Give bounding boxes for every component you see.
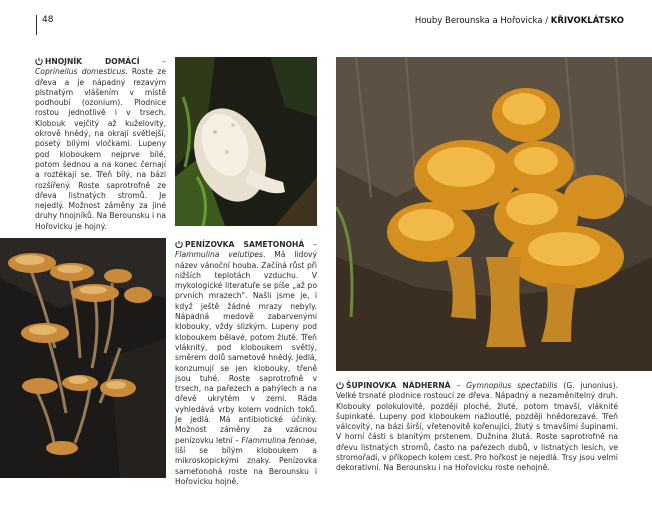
article-body: (G. junonius). Velké trsnaté plodnice rostoucí ze dřeva. Nápadný a nezaměnitelný druh. Klobouky polokulovité, později ploché, žluté, potom tmavší, vláknité šupinkaté. Lupeny pod kloboukem nažloutlé, později hnědorezavé. Třeň válcovitý, na bázi širší, vřetenovitě kořenující, žlutý s tmavšími šupinami. V horní části s blanitým prstenem. Dužnina žlutá. Roste saprotrofně na dřevu listnatých stromů, často na pařezech dubů, v listnatých lesích, ve stromořadí, v příkopech kolem cest. Pro hořkost je nejedlá. Trsy jsou velmi dekorativní. Na Berounsku i na Hořovicku roste nehojně. <box>336 381 618 473</box>
page-number: 48 <box>42 15 54 25</box>
article-dash: – <box>139 57 166 66</box>
article-supinovka <box>336 381 618 474</box>
article-body: . Roste ze dřeva a je nápadný rezavým plstnatým vlášením v místě podhoubí (ozonium). Plodnice rostou jednotlivě i v trsech. Klobouk vejčitý až kuželovitý, okrově hnědý, na okraji světlejší, posetý bílými vločkami. Lupeny pod kloboukem nejprve bílé, potom šednou a na konec černají a roztékají se. Třeň bílý, na bázi rozšířený. Roste saprotrofně ze dřeva listnatých stromů. Je nejedlý. Možnost záměny za jiné druhy hnojníků. Na Berounsku i na Hořovicku je hojný. <box>35 67 166 231</box>
article-hnojnik <box>35 57 166 232</box>
article-body: . Má lidový název vánoční houba. Začíná růst při nižších teplotách vzduchu. V mykologické literatuře se píše „až po prvních mrazech". Našli jsme je, i když ještě žádné mrazy nebyly. Nápadná medově zabarvenými klobouky, vždy slizkým. Lupeny pod kloboukem bělavé, potom žluté. Třeň vláknitý, pod kloboukem světlý, směrem dolů sametově hnědý. Jedlá, konzumují se jen klobouky, třeně jsou tuhé. Roste saprotrofně v trsech, na pařezech a pahýlech a na dřevě ukrytém v zemi. Ráda vyhledává vrby kolem vodních toků. Je jedlá. Má antibiotické účinky. Možnost záměny za vzácnou penízovku letní – <box>175 250 317 445</box>
article-title: PENÍZOVKA SAMETONOHÁ <box>185 240 305 249</box>
article-latin-name: Coprinellus domesticus <box>35 67 126 77</box>
article-title: HNOJNÍK DOMÁCÍ <box>45 57 140 66</box>
bullet-icon <box>175 240 183 248</box>
photo-gymnopilus <box>336 57 652 371</box>
bullet-icon <box>336 381 344 389</box>
photo-flammulina <box>0 238 166 478</box>
running-head-chapter: KŘIVOKLÁTSKO <box>550 16 624 26</box>
article-body-2: , liší se bílým kloboukem a mikroskopickými znaky. Penízovka sametonohá roste na Berounsku i Hořovicku hojně. <box>175 435 317 486</box>
article-latin-name-2: Flammulina fennae <box>241 435 315 445</box>
article-penizovka <box>175 240 317 487</box>
bullet-icon <box>35 57 43 65</box>
photo-coprinellus <box>175 57 317 226</box>
article-dash: – <box>304 240 317 249</box>
article-latin-name: Gymnopilus spectabilis <box>466 381 558 390</box>
article-latin-name: Flammulina velutipes <box>175 250 263 260</box>
article-title: ŠUPINOVKA NÁDHERNÁ <box>346 381 451 390</box>
running-head-prefix: Houby Berounska a Hořovicka / <box>414 16 551 26</box>
header-rule <box>36 15 37 35</box>
running-head <box>415 16 624 26</box>
article-dash: – <box>450 381 467 390</box>
